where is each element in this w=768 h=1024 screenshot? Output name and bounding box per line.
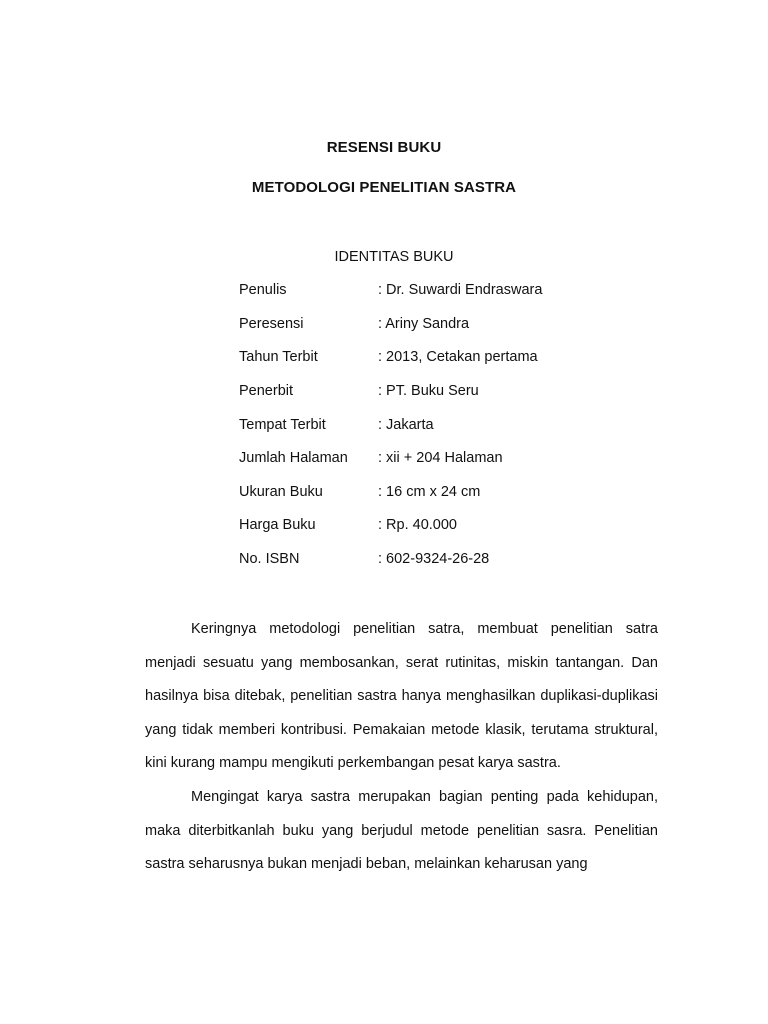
identity-label: No. ISBN — [239, 551, 300, 567]
identity-value: : 2013, Cetakan pertama — [378, 349, 538, 365]
identity-value: : Jakarta — [378, 417, 434, 433]
identity-label: Ukuran Buku — [239, 484, 323, 500]
paragraph: Keringnya metodologi penelitian satra, membuat penelitian satra menjadi sesuatu yang membosankan, serat rutinitas, miskin tantangan. Dan hasilnya bisa ditebak, penelitian sastra hanya menghasilkan duplikasi-duplikasi yang tidak memberi kontribusi. Pemakaian metode klasik, terutama struktural, kini kurang mampu mengikuti perkembangan pesat karya sastra. — [145, 621, 658, 772]
identity-value: : Ariny Sandra — [378, 316, 470, 332]
paragraph: Mengingat karya sastra merupakan bagian penting pada kehidupan, maka diterbitkanlah buku yang berjudul metode penelitian sasra. Penelitian sastra seharusnya bukan menjadi beban, melainkan keharusan yang — [145, 788, 658, 873]
identity-label: Penulis — [239, 282, 287, 298]
identity-value: : Dr. Suwardi Endraswara — [378, 282, 543, 298]
book-title: METODOLOGI PENELITIAN SASTRA — [251, 179, 517, 196]
document-title: RESENSI BUKU — [326, 139, 442, 156]
identity-heading: IDENTITAS BUKU — [334, 249, 454, 265]
identity-value: : 16 cm x 24 cm — [378, 484, 481, 500]
identity-value: : Rp. 40.000 — [378, 517, 457, 533]
identity-label: Peresensi — [239, 316, 304, 332]
identity-label: Tempat Terbit — [239, 417, 326, 433]
identity-value: : PT. Buku Seru — [378, 383, 479, 399]
review-body — [145, 613, 658, 882]
identity-label: Harga Buku — [239, 517, 316, 533]
identity-label: Penerbit — [239, 383, 294, 399]
identity-value: : 602-9324-26-28 — [378, 551, 490, 567]
identity-value: : xii + 204 Halaman — [378, 450, 503, 466]
identity-label: Jumlah Halaman — [239, 450, 348, 466]
identity-label: Tahun Terbit — [239, 349, 318, 365]
